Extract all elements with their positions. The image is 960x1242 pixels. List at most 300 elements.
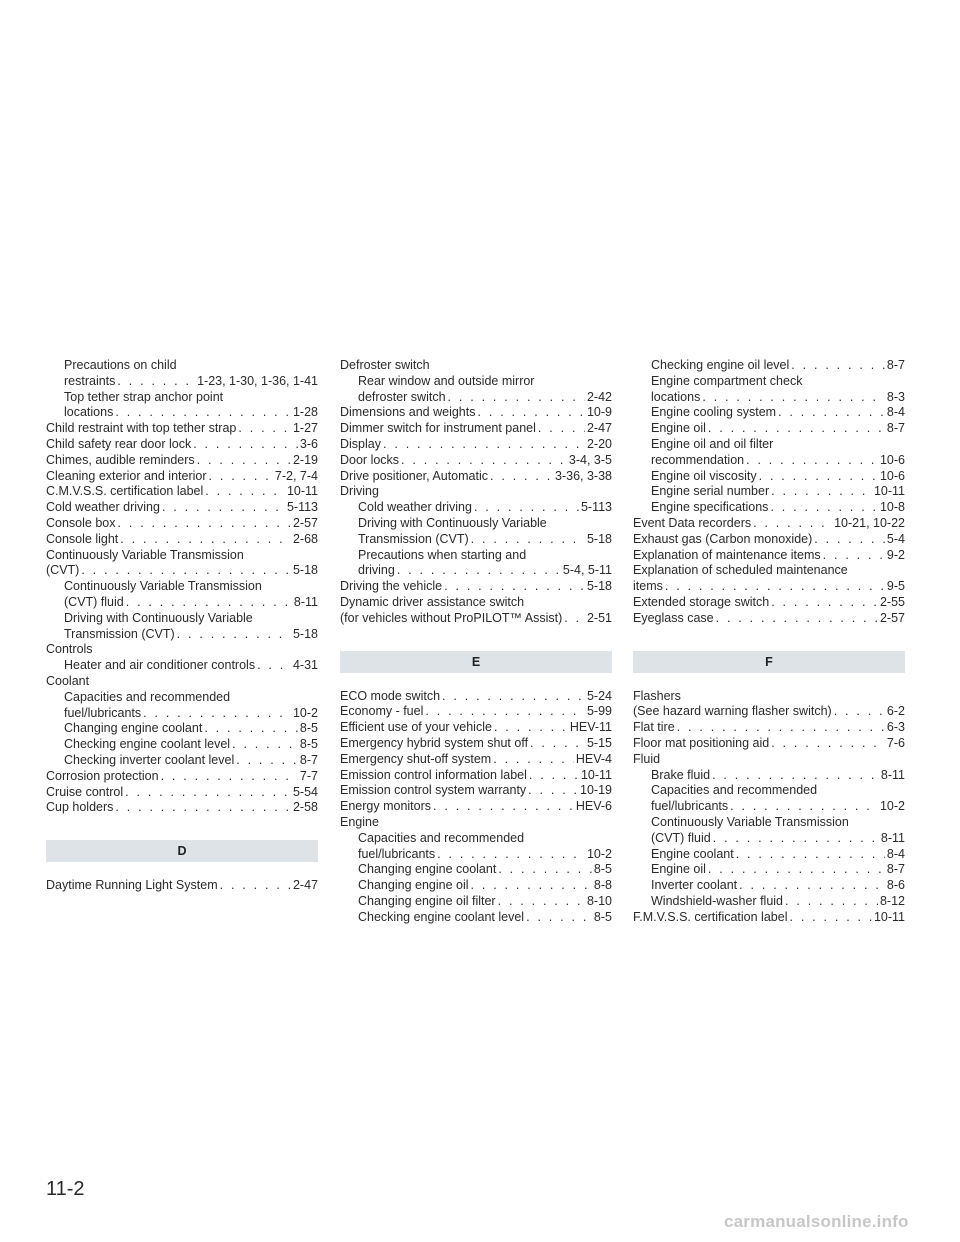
entry-title: (for vehicles without ProPILOT™ Assist)	[340, 610, 563, 625]
entry-title: Cup holders	[46, 800, 114, 815]
dot-leader	[204, 721, 298, 737]
dot-leader	[117, 374, 195, 390]
page-reference: 8-11	[880, 767, 905, 782]
entry-title: Transmission (CVT)	[358, 531, 469, 546]
entry-title: Changing engine coolant	[358, 862, 497, 877]
index-entry	[340, 704, 612, 720]
index-entry	[46, 405, 318, 421]
index-entry	[340, 579, 612, 595]
entry-title: Exhaust gas (Carbon monoxide)	[633, 531, 813, 546]
dot-leader	[730, 799, 878, 815]
index-entry	[340, 611, 612, 627]
entry-title: Cold weather driving	[46, 500, 160, 515]
index-entry	[46, 421, 318, 437]
entry-title: Child safety rear door lock	[46, 436, 192, 451]
page-reference: 2-55	[879, 594, 905, 609]
index-column-1	[46, 358, 318, 894]
entry-title: Daytime Running Light System	[46, 878, 218, 893]
watermark: carmanualsonline.info	[724, 1212, 909, 1231]
entry-title: Drive positioner, Automatic	[340, 468, 488, 483]
entry-title: Windshield-washer fluid	[651, 893, 784, 908]
dot-leader	[702, 390, 885, 406]
index-entry	[46, 785, 318, 801]
entry-title: items	[633, 579, 663, 594]
page-reference: 2-58	[292, 800, 318, 815]
entry-title: Emission control system warranty	[340, 783, 527, 798]
entry-title: restraints	[64, 373, 116, 388]
page-reference: 10-2	[292, 705, 318, 720]
dot-leader	[708, 421, 885, 437]
page-reference: 10-11	[286, 484, 318, 499]
index-heading: Continuously Variable Transmission	[46, 547, 244, 562]
page-reference: 7-6	[886, 735, 905, 750]
dot-leader	[143, 706, 291, 722]
page-reference: 9-2	[886, 547, 905, 562]
page-reference: 7-7	[299, 768, 318, 783]
dot-leader	[778, 405, 885, 421]
page-reference: 10-8	[879, 500, 905, 515]
entry-title: Corrosion protection	[46, 768, 159, 783]
entry-title: C.M.V.S.S. certification label	[46, 484, 204, 499]
entry-title: Emergency hybrid system shut off	[340, 735, 529, 750]
index-heading: Defroster switch	[340, 358, 430, 372]
dot-leader	[125, 785, 291, 801]
dot-leader	[739, 878, 885, 894]
index-subheading: Engine compartment check	[651, 373, 803, 388]
index-heading: Controls	[46, 642, 93, 657]
index-entry	[633, 736, 905, 752]
index-entry	[340, 847, 612, 863]
dot-leader	[716, 611, 878, 627]
index-entry	[340, 563, 612, 579]
entry-title: Cleaning exterior and interior	[46, 468, 207, 483]
index-entry	[633, 768, 905, 784]
index-entry	[633, 799, 905, 815]
index-entry	[340, 894, 612, 910]
page-reference: 5-24	[586, 688, 612, 703]
index-entry	[46, 595, 318, 611]
page-reference: 8-7	[886, 421, 905, 436]
dot-leader	[478, 405, 585, 421]
entry-title: (CVT) fluid	[64, 594, 124, 609]
index-column-3	[633, 358, 905, 926]
index-subheading: Driving with Continuously Variable	[358, 515, 547, 530]
index-entry	[46, 563, 318, 579]
page-reference: 3-4, 3-5	[568, 452, 612, 467]
page-reference: 5-99	[586, 704, 612, 719]
entry-title: Dimensions and weights	[340, 405, 476, 420]
dot-leader	[538, 421, 585, 437]
section-header: F	[633, 651, 905, 673]
index-entry	[46, 500, 318, 516]
index-entry	[633, 862, 905, 878]
page-reference: 8-5	[299, 737, 318, 752]
index-entry	[340, 689, 612, 705]
dot-leader	[232, 737, 298, 753]
dot-leader	[785, 894, 878, 910]
index-heading: Fluid	[633, 751, 661, 766]
index-entry	[340, 752, 612, 768]
page-reference: HEV-6	[575, 799, 612, 814]
entry-title: Emission control information label	[340, 767, 527, 782]
index-subheading: Capacities and recommended	[64, 689, 231, 704]
dot-leader	[437, 847, 585, 863]
section-header: E	[340, 651, 612, 673]
index-heading: Coolant	[46, 673, 90, 688]
page-reference: 8-7	[886, 862, 905, 877]
dot-leader	[823, 548, 885, 564]
entry-title: Engine oil viscosity	[651, 468, 757, 483]
dot-leader	[814, 532, 885, 548]
page-reference: 5-18	[292, 563, 318, 578]
dot-leader	[162, 500, 285, 516]
page-reference: 2-57	[879, 610, 905, 625]
entry-title: Engine coolant	[651, 846, 734, 861]
index-subheading: Continuously Variable Transmission	[651, 814, 849, 829]
index-entry	[633, 516, 905, 532]
entry-title: Brake fluid	[651, 767, 711, 782]
page-reference: 8-5	[593, 909, 612, 924]
entry-title: Checking engine oil level	[651, 358, 790, 372]
entry-title: Eyeglass case	[633, 610, 714, 625]
entry-title: Floor mat positioning aid	[633, 735, 770, 750]
index-entry	[340, 736, 612, 752]
index-entry	[633, 595, 905, 611]
index-entry	[633, 831, 905, 847]
index-entry	[633, 611, 905, 627]
dot-leader	[498, 862, 592, 878]
page-reference: 8-11	[880, 830, 905, 845]
entry-title: Transmission (CVT)	[64, 626, 175, 641]
dot-leader	[771, 736, 885, 752]
index-entry	[340, 532, 612, 548]
dot-leader	[161, 769, 298, 785]
entry-title: Emergency shut-off system	[340, 751, 492, 766]
dot-leader	[401, 453, 567, 469]
index-entry	[340, 453, 612, 469]
entry-title: Engine oil	[651, 862, 706, 877]
dot-leader	[209, 469, 273, 485]
dot-leader	[433, 799, 574, 815]
dot-leader	[236, 753, 298, 769]
page-reference: 10-2	[879, 799, 905, 814]
dot-leader	[257, 658, 291, 674]
dot-leader	[118, 516, 291, 532]
entry-title: Changing engine oil	[358, 878, 469, 893]
page-reference: 10-11	[580, 767, 612, 782]
dot-leader	[746, 453, 878, 469]
page-reference: 8-10	[586, 893, 612, 908]
page-reference: 8-6	[886, 878, 905, 893]
entry-title: Checking engine coolant level	[358, 909, 525, 924]
page-reference: 5-54	[292, 784, 318, 799]
index-entry	[340, 469, 612, 485]
entry-title: Chimes, audible reminders	[46, 452, 195, 467]
index-column-2	[340, 358, 612, 926]
index-subheading: Capacities and recommended	[651, 783, 818, 798]
dot-leader	[115, 800, 291, 816]
index-entry	[46, 627, 318, 643]
section-header: D	[46, 840, 318, 862]
entry-title: Heater and air conditioner controls	[64, 658, 256, 673]
dot-leader	[126, 595, 292, 611]
dot-leader	[677, 720, 885, 736]
entry-title: Cruise control	[46, 784, 124, 799]
index-entry	[340, 390, 612, 406]
page-reference: 8-12	[879, 893, 905, 908]
page-reference: 5-18	[586, 531, 612, 546]
dot-leader	[442, 689, 585, 705]
index-entry	[633, 878, 905, 894]
entry-title: Dimmer switch for instrument panel	[340, 421, 536, 436]
page-reference: 2-47	[292, 878, 318, 893]
page-reference: 7-2, 7-4	[274, 468, 318, 483]
dot-leader	[713, 831, 879, 847]
entry-title: Inverter coolant	[651, 878, 738, 893]
index-entry	[340, 799, 612, 815]
page-reference: 4-31	[292, 658, 318, 673]
entry-title: Console box	[46, 515, 116, 530]
index-entry	[340, 783, 612, 799]
entry-title: Door locks	[340, 452, 400, 467]
page-reference: 10-9	[586, 405, 612, 420]
page-number: 11-2	[46, 1178, 85, 1200]
page-reference: 2-20	[586, 436, 612, 451]
index-entry	[633, 579, 905, 595]
index-entry	[46, 753, 318, 769]
entry-title: (See hazard warning flasher switch)	[633, 704, 832, 719]
page-reference: 2-51	[586, 610, 612, 625]
page-reference: 8-3	[886, 389, 905, 404]
page-reference: 10-19	[580, 783, 612, 798]
dot-leader	[528, 783, 578, 799]
index-subheading: Top tether strap anchor point	[64, 389, 224, 404]
index-entry	[633, 500, 905, 516]
index-subheading: Precautions on child	[64, 358, 177, 372]
entry-title: recommendation	[651, 452, 745, 467]
entry-title: Extended storage switch	[633, 594, 770, 609]
page-reference: 9-5	[886, 579, 905, 594]
index-entry	[46, 374, 318, 390]
dot-leader	[115, 405, 291, 421]
index-entry	[46, 737, 318, 753]
entry-title: Console light	[46, 531, 119, 546]
index-entry	[633, 405, 905, 421]
page-reference: 5-18	[292, 626, 318, 641]
entry-title: Child restraint with top tether strap	[46, 421, 237, 436]
entry-title: Engine cooling system	[651, 405, 777, 420]
dot-leader	[770, 500, 878, 516]
dot-leader	[712, 768, 879, 784]
index-entry	[46, 721, 318, 737]
entry-title: Engine serial number	[651, 484, 770, 499]
dot-leader	[526, 910, 592, 926]
entry-title: Cold weather driving	[358, 500, 472, 515]
page-reference: 8-4	[886, 846, 905, 861]
entry-title: Flat tire	[633, 720, 675, 735]
entry-title: Driving the vehicle	[340, 579, 443, 594]
page-reference: HEV-4	[575, 751, 612, 766]
entry-title: Changing engine oil filter	[358, 893, 496, 908]
dot-leader	[564, 611, 585, 627]
index-entry	[633, 484, 905, 500]
index-subheading: Rear window and outside mirror	[358, 373, 535, 388]
page-reference: 8-5	[593, 862, 612, 877]
dot-leader	[791, 358, 885, 374]
dot-leader	[471, 878, 592, 894]
page-reference: 5-15	[586, 735, 612, 750]
dot-leader	[474, 500, 579, 516]
index-heading: Dynamic driver assistance switch	[340, 594, 525, 609]
index-heading: Engine	[340, 814, 379, 829]
entry-title: Checking inverter coolant level	[64, 752, 235, 767]
dot-leader	[238, 421, 291, 437]
index-entry	[46, 532, 318, 548]
page-reference: 6-3	[886, 720, 905, 735]
page-reference: 10-11	[873, 484, 905, 499]
index-entry	[46, 437, 318, 453]
entry-title: Changing engine coolant	[64, 721, 203, 736]
dot-leader	[665, 579, 885, 595]
entry-title: defroster switch	[358, 389, 446, 404]
index-entry	[633, 390, 905, 406]
index-entry	[340, 437, 612, 453]
page-reference: HEV-11	[569, 720, 612, 735]
page-reference: 5-113	[580, 500, 612, 515]
page-reference: 5-4, 5-11	[562, 563, 612, 578]
page-reference: 2-68	[292, 531, 318, 546]
page-reference: 1-28	[292, 405, 318, 420]
index-subheading: Engine oil and oil filter	[651, 436, 774, 451]
index-entry	[46, 484, 318, 500]
page-reference: 5-113	[286, 500, 318, 515]
index-entry	[633, 720, 905, 736]
dot-leader	[471, 532, 585, 548]
entry-title: Display	[340, 436, 381, 451]
dot-leader	[736, 847, 885, 863]
index-entry	[340, 862, 612, 878]
page-reference: 3-6	[299, 436, 318, 451]
entry-title: Efficient use of your vehicle	[340, 720, 492, 735]
page-reference: 8-8	[593, 878, 612, 893]
page-reference: 10-11	[873, 909, 905, 924]
entry-title: fuel/lubricants	[358, 846, 436, 861]
page-reference: 8-4	[886, 405, 905, 420]
dot-leader	[444, 579, 585, 595]
index-entry	[633, 469, 905, 485]
page-reference: 2-19	[292, 452, 318, 467]
index-entry	[340, 910, 612, 926]
page-reference: 8-7	[299, 752, 318, 767]
page-reference: 8-7	[886, 358, 905, 372]
entry-title: Checking engine coolant level	[64, 737, 231, 752]
dot-leader	[177, 627, 291, 643]
dot-leader	[448, 390, 585, 406]
index-entry	[340, 421, 612, 437]
index-entry	[46, 658, 318, 674]
page-reference: 8-5	[299, 721, 318, 736]
dot-leader	[197, 453, 291, 469]
index-subheading: Driving with Continuously Variable	[64, 610, 253, 625]
index-entry	[633, 894, 905, 910]
page-reference: 10-6	[879, 468, 905, 483]
dot-leader	[498, 894, 585, 910]
dot-leader	[193, 437, 298, 453]
index-entry	[633, 704, 905, 720]
dot-leader	[205, 484, 285, 500]
entry-title: ECO mode switch	[340, 688, 441, 703]
page-reference: 5-18	[586, 579, 612, 594]
dot-leader	[81, 563, 291, 579]
page-reference: 1-27	[292, 421, 318, 436]
index-entry	[633, 910, 905, 926]
dot-leader	[753, 516, 832, 532]
index-entry	[46, 516, 318, 532]
entry-title: fuel/lubricants	[651, 799, 729, 814]
dot-leader	[493, 752, 574, 768]
entry-title: Event Data recorders	[633, 515, 752, 530]
index-subheading: Precautions when starting and	[358, 547, 527, 562]
entry-title: locations	[64, 405, 114, 420]
page-reference: 8-11	[293, 594, 318, 609]
index-entry	[340, 878, 612, 894]
dot-leader	[759, 469, 878, 485]
entry-title: Economy - fuel	[340, 704, 424, 719]
entry-title: Energy monitors	[340, 799, 432, 814]
entry-title: F.M.V.S.S. certification label	[633, 909, 788, 924]
index-entry	[46, 453, 318, 469]
dot-leader	[220, 878, 291, 894]
entry-title: Engine specifications	[651, 500, 769, 515]
dot-leader	[397, 563, 561, 579]
page-reference: 6-2	[886, 704, 905, 719]
index-entry	[633, 421, 905, 437]
index-heading: Flashers	[633, 688, 681, 703]
entry-title: Explanation of maintenance items	[633, 547, 821, 562]
page-reference: 2-47	[586, 421, 612, 436]
dot-leader	[529, 768, 579, 784]
dot-leader	[771, 484, 872, 500]
page-reference: 10-6	[879, 452, 905, 467]
index-entry	[46, 800, 318, 816]
dot-leader	[383, 437, 585, 453]
index-entry	[633, 548, 905, 564]
dot-leader	[708, 862, 885, 878]
index-entry	[340, 500, 612, 516]
index-entry	[633, 532, 905, 548]
index-entry	[340, 720, 612, 736]
dot-leader	[425, 704, 585, 720]
index-entry	[633, 453, 905, 469]
index-entry	[340, 768, 612, 784]
dot-leader	[771, 595, 878, 611]
page-reference: 1-23, 1-30, 1-36, 1-41	[197, 373, 318, 388]
entry-title: (CVT)	[46, 563, 80, 578]
dot-leader	[530, 736, 585, 752]
page-reference: 3-36, 3-38	[555, 468, 612, 483]
index-entry	[46, 469, 318, 485]
index-heading: Driving	[340, 484, 379, 499]
page-reference: 5-4	[886, 531, 905, 546]
index-entry	[340, 405, 612, 421]
index-heading: Explanation of scheduled maintenance	[633, 563, 848, 578]
index-subheading: Continuously Variable Transmission	[64, 579, 262, 594]
dot-leader	[789, 910, 871, 926]
entry-title: fuel/lubricants	[64, 705, 142, 720]
entry-title: locations	[651, 389, 701, 404]
dot-leader	[490, 469, 553, 485]
dot-leader	[120, 532, 291, 548]
